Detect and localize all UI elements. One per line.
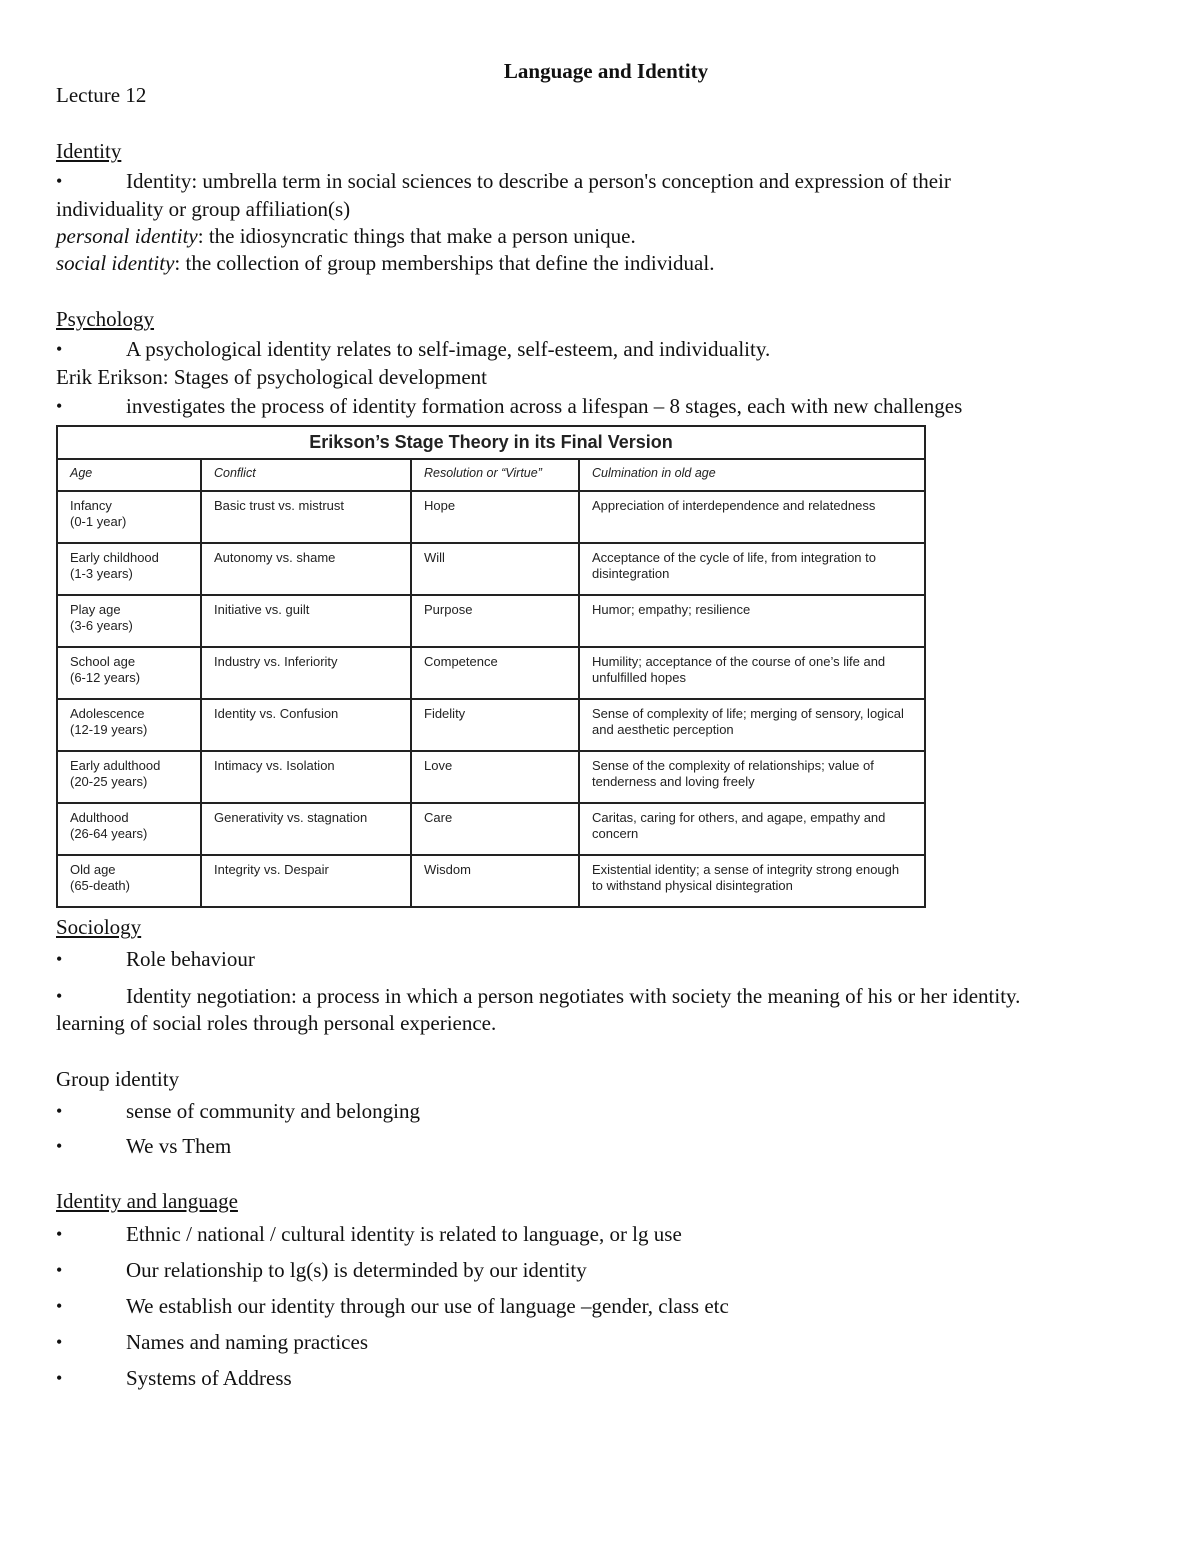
list-item: [56, 1129, 1156, 1164]
bullet-glyph: •: [56, 986, 63, 1006]
stage-virtue: Care: [411, 803, 579, 855]
column-header-virtue: Resolution or “Virtue”: [411, 459, 579, 491]
document-title: Language and Identity: [503, 59, 709, 83]
list-item: [56, 1252, 1156, 1288]
bullet-glyph: •: [56, 1136, 63, 1156]
stage-age: Adolescence: [70, 706, 145, 721]
document-page: [56, 56, 1156, 1396]
list-item: [56, 166, 1156, 196]
lecture-number: Lecture 12: [56, 83, 147, 107]
identity-heading: Identity: [56, 139, 122, 163]
table-row: [57, 855, 925, 907]
stage-conflict: Generativity vs. stagnation: [201, 803, 411, 855]
stage-age-cell: [57, 647, 201, 699]
identity-language-list: [56, 1216, 1156, 1396]
bullet-glyph: •: [56, 1332, 63, 1352]
stage-age-range: (1-3 years): [70, 566, 133, 581]
identity-language-heading: Identity and language: [56, 1189, 238, 1213]
table-row: [57, 595, 925, 647]
stage-age-cell: [57, 855, 201, 907]
list-item-text: sense of community and belonging: [126, 1099, 420, 1123]
list-item: [56, 1324, 1156, 1360]
group-identity-heading: Group identity: [56, 1067, 180, 1091]
stage-virtue: Purpose: [411, 595, 579, 647]
stage-age-range: (12-19 years): [70, 722, 148, 737]
stage-age-cell: [57, 595, 201, 647]
stage-age-range: (3-6 years): [70, 618, 133, 633]
list-item-text: Our relationship to lg(s) is determinded by our identity: [126, 1258, 587, 1282]
stage-virtue: Wisdom: [411, 855, 579, 907]
list-item: [56, 391, 1156, 421]
stage-virtue: Competence: [411, 647, 579, 699]
table-row: [57, 699, 925, 751]
psychology-heading: Psychology: [56, 307, 155, 331]
stage-age: Play age: [70, 602, 121, 617]
list-item: [56, 1288, 1156, 1324]
stage-age: Infancy: [70, 498, 112, 513]
column-header-culmination: Culmination in old age: [579, 459, 925, 491]
identity-definition: Identity: umbrella term in social sciences to describe a person's conception and expression of their: [126, 169, 951, 193]
stage-age-range: (6-12 years): [70, 670, 141, 685]
table-row: [57, 491, 925, 543]
identity-definition-cont: individuality or group affiliation(s): [56, 197, 351, 221]
list-item: [56, 334, 1156, 364]
list-item-text: We vs Them: [126, 1134, 232, 1158]
list-item: [56, 1094, 1156, 1129]
bullet-glyph: •: [56, 1368, 63, 1388]
stage-virtue: Love: [411, 751, 579, 803]
stage-culmination: Humility; acceptance of the course of one’s life and unfulfilled hopes: [579, 647, 925, 699]
list-item-text: We establish our identity through our use of language –gender, class etc: [126, 1294, 729, 1318]
stage-culmination: Sense of complexity of life; merging of sensory, logical and aesthetic perception: [579, 699, 925, 751]
bullet-glyph: •: [56, 1101, 63, 1121]
personal-identity-line: [56, 223, 1156, 250]
stage-age: School age: [70, 654, 136, 669]
erikson-line: Erik Erikson: Stages of psychological development: [56, 365, 487, 389]
social-identity-term: social identity: [56, 251, 175, 275]
stage-virtue: Fidelity: [411, 699, 579, 751]
stage-age-range: (65-death): [70, 878, 130, 893]
sociology-heading: Sociology: [56, 915, 142, 939]
stage-conflict: Autonomy vs. shame: [201, 543, 411, 595]
erikson-stage-table: [56, 425, 926, 908]
stage-age: Early childhood: [70, 550, 159, 565]
list-item: [56, 1360, 1156, 1396]
personal-identity-def: : the idiosyncratic things that make a person unique.: [197, 224, 636, 248]
social-identity-line: [56, 250, 1156, 277]
list-item-text: Names and naming practices: [126, 1330, 368, 1354]
psychology-bullet: A psychological identity relates to self-image, self-esteem, and individuality.: [126, 337, 771, 361]
sociology-bullet-negotiation: Identity negotiation: a process in which a person negotiates with society the meaning of his or her identity.: [126, 984, 1021, 1008]
stage-culmination: Humor; empathy; resilience: [579, 595, 925, 647]
stage-conflict: Intimacy vs. Isolation: [201, 751, 411, 803]
stage-culmination: Acceptance of the cycle of life, from integration to disintegration: [579, 543, 925, 595]
list-item-text: Systems of Address: [126, 1366, 292, 1390]
group-identity-list: [56, 1094, 1156, 1164]
social-identity-def: : the collection of group memberships that define the individual.: [174, 251, 715, 275]
sociology-line: learning of social roles through personal experience.: [56, 1011, 497, 1035]
stage-age-cell: [57, 491, 201, 543]
list-item-text: Ethnic / national / cultural identity is related to language, or lg use: [126, 1222, 682, 1246]
table-caption: Erikson’s Stage Theory in its Final Version: [57, 426, 925, 459]
list-item: [56, 1216, 1156, 1252]
bullet-glyph: •: [56, 171, 63, 191]
bullet-glyph: •: [56, 396, 63, 416]
stage-age: Early adulthood: [70, 758, 161, 773]
table-row: [57, 543, 925, 595]
stage-age-cell: [57, 699, 201, 751]
bullet-glyph: •: [56, 949, 63, 969]
stage-age-cell: [57, 803, 201, 855]
bullet-glyph: •: [56, 1296, 63, 1316]
table-row: [57, 751, 925, 803]
stage-conflict: Identity vs. Confusion: [201, 699, 411, 751]
column-header-age: Age: [57, 459, 201, 491]
stage-culmination: Caritas, caring for others, and agape, empathy and concern: [579, 803, 925, 855]
stage-age: Adulthood: [70, 810, 129, 825]
stage-conflict: Basic trust vs. mistrust: [201, 491, 411, 543]
table-header-row: [57, 459, 925, 491]
stage-culmination: Appreciation of interdependence and relatedness: [579, 491, 925, 543]
personal-identity-term: personal identity: [56, 224, 198, 248]
bullet-glyph: •: [56, 339, 63, 359]
bullet-glyph: •: [56, 1224, 63, 1244]
column-header-conflict: Conflict: [201, 459, 411, 491]
stage-conflict: Integrity vs. Despair: [201, 855, 411, 907]
table-row: [57, 647, 925, 699]
table-body: [57, 491, 925, 907]
stage-age: Old age: [70, 862, 116, 877]
list-item: [56, 942, 1156, 976]
stage-age-cell: [57, 751, 201, 803]
sociology-bullet-role: Role behaviour: [126, 947, 255, 971]
stage-conflict: Industry vs. Inferiority: [201, 647, 411, 699]
table-row: [57, 803, 925, 855]
stage-conflict: Initiative vs. guilt: [201, 595, 411, 647]
stage-virtue: Hope: [411, 491, 579, 543]
stage-age-range: (26-64 years): [70, 826, 148, 841]
erikson-bullet: investigates the process of identity formation across a lifespan – 8 stages, each with new challenges: [126, 394, 963, 418]
stage-culmination: Sense of the complexity of relationships; value of tenderness and loving freely: [579, 751, 925, 803]
stage-age-range: (0-1 year): [70, 514, 127, 529]
stage-age-range: (20-25 years): [70, 774, 148, 789]
bullet-glyph: •: [56, 1260, 63, 1280]
stage-culmination: Existential identity; a sense of integrity strong enough to withstand physical disintegration: [579, 855, 925, 907]
stage-virtue: Will: [411, 543, 579, 595]
stage-age-cell: [57, 543, 201, 595]
